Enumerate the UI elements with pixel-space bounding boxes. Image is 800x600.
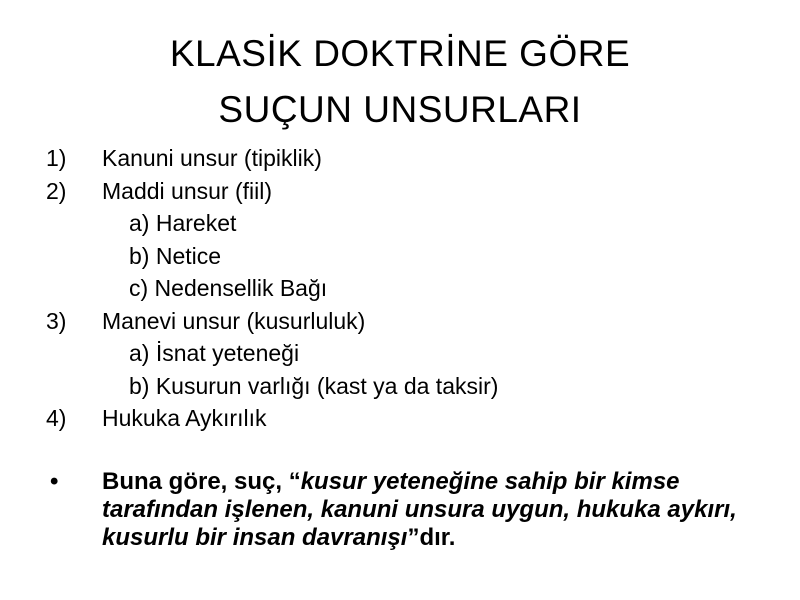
list-item-text: Maddi unsur (fiil) xyxy=(102,177,272,204)
sub-item-text: c) Nedensellik Bağı xyxy=(129,275,328,301)
summary-text xyxy=(102,468,762,552)
list-item-4 xyxy=(0,402,800,435)
list-number: 4) xyxy=(46,405,67,431)
sub-item-text: b) Kusurun varlığı (kast ya da taksir) xyxy=(129,372,499,399)
list-item-2 xyxy=(0,175,800,208)
sub-item-3a xyxy=(0,337,800,370)
summary-lead: Buna göre, suç, “ xyxy=(102,468,301,495)
list-number: 2) xyxy=(46,177,67,204)
list-number: 3) xyxy=(46,307,67,334)
summary-tail: ”dır. xyxy=(407,524,456,551)
elements-list xyxy=(0,142,800,435)
sub-item-text: a) İsnat yeteneği xyxy=(129,340,300,366)
slide-title xyxy=(0,26,800,138)
sub-item-text: b) Netice xyxy=(129,242,222,269)
sub-item-text: a) Hareket xyxy=(129,210,237,236)
list-item-text: Hukuka Aykırılık xyxy=(102,405,267,431)
sub-item-2b xyxy=(0,240,800,273)
summary-definition: kusur yeteneğine sahip bir kimse tarafından işlenen, kanuni unsura uygun, hukuka aykırı, kusurlu bir insan davranışı xyxy=(102,468,737,551)
slide-title-line-1: KLASİK DOKTRİNE GÖRE xyxy=(169,33,631,74)
list-item-1 xyxy=(0,142,800,175)
list-number: 1) xyxy=(46,145,67,171)
list-item-3 xyxy=(0,305,800,338)
slide-title-line-2: SUÇUN UNSURLARI xyxy=(218,89,582,130)
list-item-text: Manevi unsur (kusurluluk) xyxy=(102,307,366,334)
sub-item-3b xyxy=(0,370,800,403)
list-item-text: Kanuni unsur (tipiklik) xyxy=(102,145,322,171)
sub-item-2c xyxy=(0,272,800,305)
bullet-icon: • xyxy=(50,468,59,495)
sub-item-2a xyxy=(0,207,800,240)
